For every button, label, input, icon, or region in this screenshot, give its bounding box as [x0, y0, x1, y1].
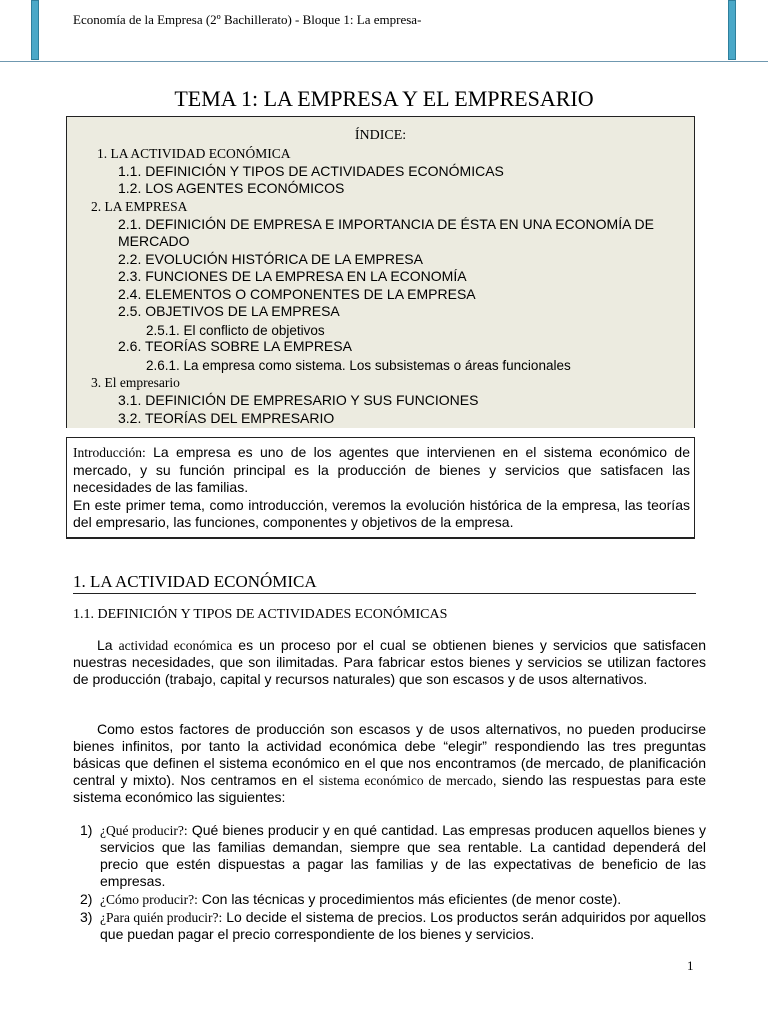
- toc-item[interactable]: 2.1. DEFINICIÓN DE EMPRESA E IMPORTANCIA DE ÉSTA EN UNA ECONOMÍA DE: [118, 216, 655, 232]
- answer-text: Lo decide el sistema de precios. Los productos serán adquiridos por aquellos que puedan pagar el precio correspondiente de los bienes y servicios.: [100, 909, 706, 942]
- running-header: Economía de la Empresa (2º Bachillerato) - Bloque 1: La empresa-: [73, 12, 422, 27]
- list-item: [80, 909, 706, 943]
- text-run: La: [97, 637, 119, 653]
- intro-label: Introducción:: [73, 445, 146, 460]
- answer-text: Con las técnicas y procedimientos más eficientes (de menor coste).: [197, 891, 622, 907]
- header-left-bar: [31, 0, 39, 60]
- text-run: , siendo las respuestas para este sistema económico las siguientes:: [73, 772, 706, 805]
- toc-item[interactable]: 3.2. TEORÍAS DEL EMPRESARIO: [118, 410, 335, 426]
- body-paragraph: [73, 637, 706, 688]
- toc-item[interactable]: 3. El empresario: [91, 375, 180, 390]
- page-number: 1: [687, 958, 694, 973]
- intro-paragraph: En este primer tema, como introducción, veremos la evolución histórica de la empresa, las teorías del empresario, las funciones, componentes y objetivos de la empresa.: [73, 496, 690, 530]
- body-paragraph: [73, 721, 706, 806]
- toc-item[interactable]: 2. LA EMPRESA: [91, 199, 188, 214]
- question-label: ¿Cómo producir?:: [100, 892, 198, 907]
- subsection-heading: 1.1. DEFINICIÓN Y TIPOS DE ACTIVIDADES ECONÓMICAS: [73, 607, 448, 622]
- toc-item[interactable]: 1. LA ACTIVIDAD ECONÓMICA: [97, 146, 291, 161]
- toc-heading: ÍNDICE:: [354, 128, 407, 143]
- introduction-box: [66, 437, 695, 539]
- toc-item[interactable]: 2.5. OBJETIVOS DE LA EMPRESA: [118, 303, 340, 319]
- section-heading: 1. LA ACTIVIDAD ECONÓMICA: [73, 572, 317, 591]
- toc-item[interactable]: 2.2. EVOLUCIÓN HISTÓRICA DE LA EMPRESA: [118, 251, 423, 267]
- intro-text: La empresa es uno de los agentes que intervienen en el sistema económico de mercado, y su función principal es la producción de bienes y servicios que satisfacen las necesidades de las familias.: [73, 444, 690, 495]
- toc-box: [66, 116, 695, 428]
- toc-item[interactable]: 2.4. ELEMENTOS O COMPONENTES DE LA EMPRESA: [118, 286, 476, 302]
- toc-item[interactable]: 3.1. DEFINICIÓN DE EMPRESARIO Y SUS FUNCIONES: [118, 392, 479, 408]
- term-sistema-mercado: sistema económico de mercado: [318, 773, 493, 788]
- toc-item[interactable]: 2.3. FUNCIONES DE LA EMPRESA EN LA ECONOMÍA: [118, 268, 467, 284]
- list-number: 1): [80, 822, 93, 838]
- section-heading-rule: [73, 593, 696, 594]
- intro-paragraph: [73, 444, 690, 497]
- list-item: [80, 891, 706, 908]
- toc-item[interactable]: 1.2. LOS AGENTES ECONÓMICOS: [118, 180, 345, 196]
- toc-item[interactable]: 1.1. DEFINICIÓN Y TIPOS DE ACTIVIDADES ECONÓMICAS: [118, 163, 504, 179]
- toc-item[interactable]: 2.6. TEORÍAS SOBRE LA EMPRESA: [118, 338, 352, 354]
- list-item: [80, 822, 706, 890]
- toc-item[interactable]: 2.6.1. La empresa como sistema. Los subsistemas o áreas funcionales: [146, 358, 571, 373]
- text-run: es un proceso por el cual se obtienen bienes y servicios que satisfacen nuestras necesidades, que son ilimitadas. Para fabricar estos bienes y servicios se utilizan factores de producción (trabajo, capital y recursos naturales) que son escasos y de usos alternativos.: [73, 637, 706, 687]
- text-run: Como estos factores de producción son escasos y de usos alternativos, no pueden producirse bienes infinitos, por tanto la actividad económica debe “elegir” respondiendo las tres preguntas básicas que definen el sistema económico en el que nos encontramos (de mercado, de planificación central y mixto). Nos centramos en el: [73, 721, 706, 788]
- list-number: 2): [80, 891, 93, 907]
- header-right-bar: [728, 0, 736, 60]
- list-number: 3): [80, 909, 93, 925]
- term-actividad-economica: actividad económica: [118, 638, 233, 653]
- answer-text: Qué bienes producir y en qué cantidad. Las empresas producen aquellos bienes y servicios que las familias demandan, siempre que sea rentable. La cantidad dependerá del precio que estén dispuestas a pagar las familias y de las expectativas de beneficio de las empresas.: [100, 822, 706, 889]
- question-label: ¿Para quién producir?:: [100, 910, 223, 925]
- question-label: ¿Qué producir?:: [100, 823, 188, 838]
- toc-item[interactable]: 2.5.1. El conflicto de objetivos: [146, 323, 325, 338]
- toc-item[interactable]: MERCADO: [118, 233, 190, 249]
- header-divider: [0, 61, 768, 62]
- questions-list: [80, 822, 706, 943]
- page-title: TEMA 1: LA EMPRESA Y EL EMPRESARIO: [174, 86, 594, 111]
